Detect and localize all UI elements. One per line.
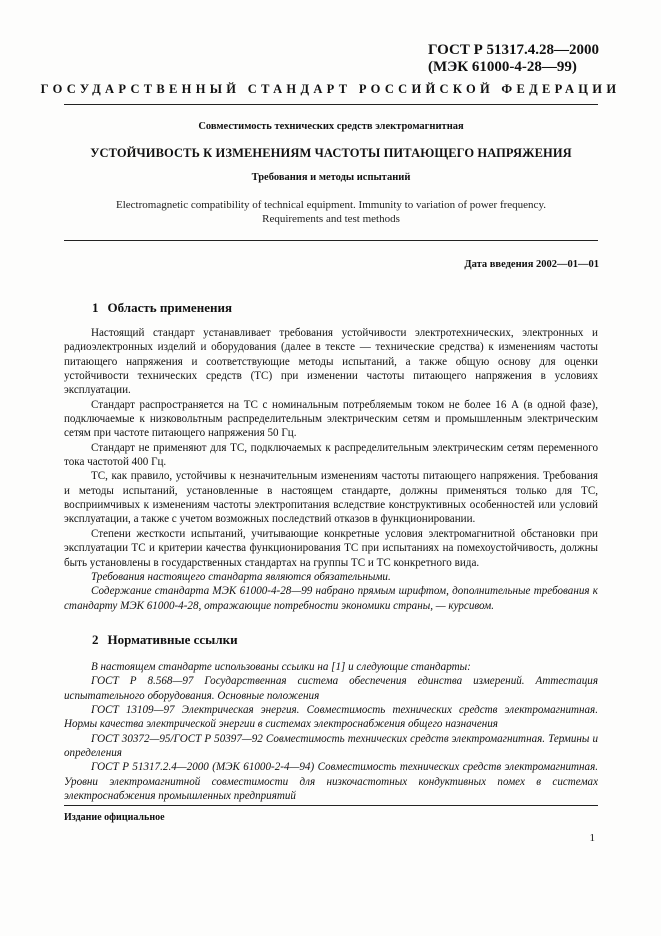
s1-paragraph-3: Стандарт не применяют для ТС, подключаемых к распределительным электрическим сетям переменного тока частотой 400 Гц. xyxy=(64,441,598,469)
section-1-body xyxy=(64,326,598,613)
document-title: УСТОЙЧИВОСТЬ К ИЗМЕНЕНИЯМ ЧАСТОТЫ ПИТАЮЩЕГО НАПРЯЖЕНИЯ xyxy=(90,146,572,160)
s1-paragraph-2: Стандарт распространяется на ТС с номинальным потребляемым током не более 16 А (в одной фазе), подключаемые к низковольтным распределительным электрическим сетям и промышленным электрическим сетям при частоте питающего напряжения 50 Гц. xyxy=(64,398,598,440)
s1-paragraph-1: Настоящий стандарт устанавливает требования устойчивости электротехнических, электронных и радиоэлектронных изделий и оборудования (далее в тексте — технические средства) к изменениям частоты питающего напряжения и соответствующие методы испытаний, а также общую основу для оценки устойчивости технических средств (ТС) при изменении частоты питающего напряжения в условиях эксплуатации. xyxy=(64,327,598,397)
s1-paragraph-4: ТС, как правило, устойчивы к незначительным изменениям частоты питающего напряжения. Требования и методы испытаний, установленные в настоящем стандарте, должны применяться только для ТС, восприимчивых к изменениям частоты электропитания вследствие конструктивных особенностей или условий эксплуатации, а также с учетом возможных последствий отказов в функционировании. xyxy=(64,470,598,526)
section-2-heading xyxy=(92,632,238,648)
iec-number: (МЭК 61000-4-28—99) xyxy=(427,59,577,75)
s2-reference-4: ГОСТ Р 51317.2.4—2000 (МЭК 61000-2-4—94) Совместимость технических средств электромагнитная. Уровни электромагнитной совместимости для низкочастотных кондуктивных помех в системах электроснабжения промышленных предприятий xyxy=(64,761,598,803)
english-title-line2: Requirements and test methods xyxy=(262,213,400,225)
top-rule xyxy=(64,104,598,105)
introduction-date: Дата введения 2002—01—01 xyxy=(464,259,599,270)
s2-reference-1: ГОСТ Р 8.568—97 Государственная система обеспечения единства измерений. Аттестация испытательного оборудования. Основные положения xyxy=(64,675,598,702)
section-1-heading xyxy=(92,300,232,316)
section-1-title: Область применения xyxy=(107,300,232,315)
footer-rule xyxy=(64,805,598,806)
page-number: 1 xyxy=(589,832,595,844)
gost-code-block xyxy=(428,42,599,76)
s1-paragraph-7: Содержание стандарта МЭК 61000-4-28—99 набрано прямым шрифтом, дополнительные требования к стандарту МЭК 61000-4-28, отражающие потребности экономики страны, — курсивом. xyxy=(64,585,598,612)
s2-paragraph-1: В настоящем стандарте использованы ссылки на [1] и следующие стандарты: xyxy=(91,661,471,673)
english-title xyxy=(64,198,598,226)
edition-note: Издание официальное xyxy=(64,812,165,823)
section-1-number: 1 xyxy=(92,300,99,315)
gost-number: ГОСТ Р 51317.4.28—2000 xyxy=(427,42,599,58)
subject-line: Совместимость технических средств электромагнитная xyxy=(198,121,464,132)
s2-reference-2: ГОСТ 13109—97 Электрическая энергия. Совместимость технических средств электромагнитная. Нормы качества электрической энергии в системах электроснабжения общего назначения xyxy=(64,704,598,731)
s1-paragraph-6: Требования настоящего стандарта являются обязательными. xyxy=(91,570,391,583)
section-2-number: 2 xyxy=(92,632,99,647)
s2-reference-3: ГОСТ 30372—95/ГОСТ Р 50397—92 Совместимость технических средств электромагнитная. Термины и определения xyxy=(64,732,598,760)
s1-paragraph-5: Степени жесткости испытаний, учитывающие конкретные условия электромагнитной обстановки при эксплуатации ТС и критерии качества функционирования ТС при испытаниях на помехоустойчивость, должны быть установлены в государственных стандартах на группы ТС и ТС конкретного вида. xyxy=(64,527,598,569)
section-2-title: Нормативные ссылки xyxy=(107,632,238,647)
english-title-line1: Electromagnetic compatibility of technical equipment. Immunity to variation of power frequency. xyxy=(116,199,546,211)
document-subtitle: Требования и методы испытаний xyxy=(251,172,411,183)
title-rule xyxy=(64,240,598,241)
section-2-body xyxy=(64,660,598,803)
state-standard-banner: ГОСУДАРСТВЕННЫЙ СТАНДАРТ РОССИЙСКОЙ ФЕДЕРАЦИИ xyxy=(40,82,621,96)
